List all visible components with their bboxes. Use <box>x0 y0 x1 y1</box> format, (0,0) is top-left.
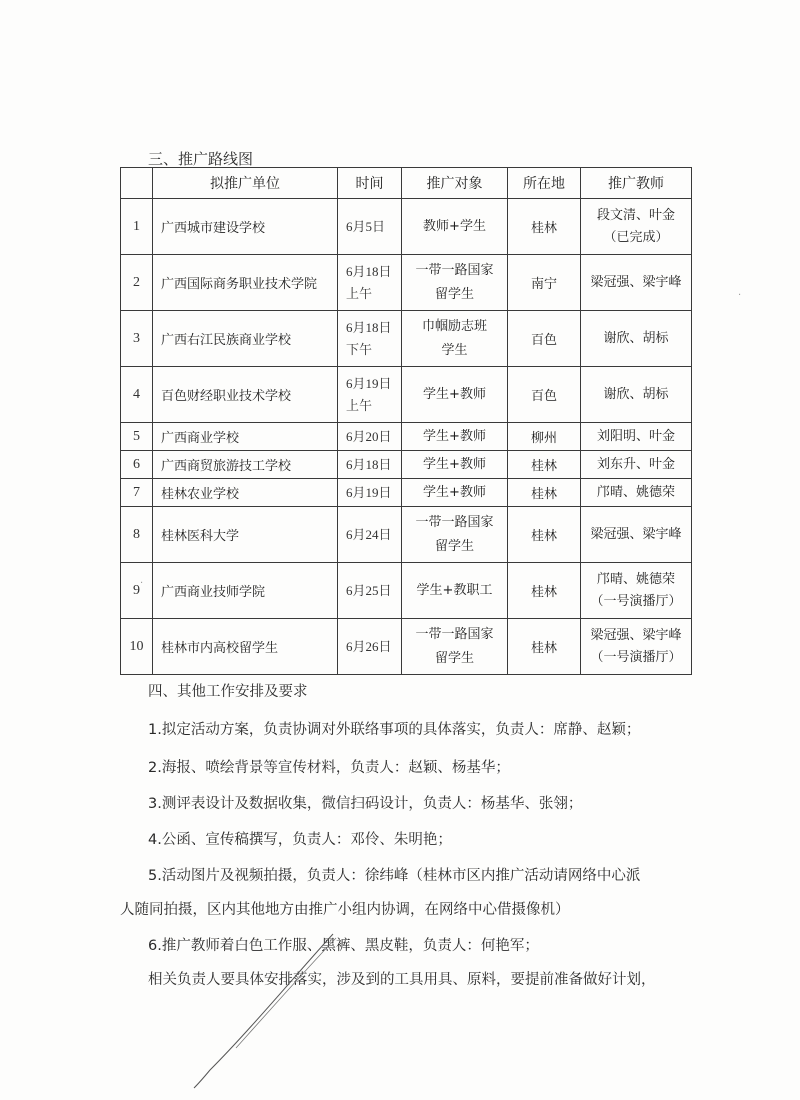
cell-target <box>402 619 508 675</box>
cell-teacher <box>581 619 692 675</box>
cell-teacher-line: 梁冠强、梁宇峰 <box>590 526 682 542</box>
cell-time <box>338 451 402 479</box>
cell-time <box>338 199 402 255</box>
cell-time <box>338 367 402 423</box>
table-row <box>121 423 692 451</box>
cell-time-line: 6月26日 <box>346 638 392 654</box>
cell-location: 桂林 <box>508 199 581 255</box>
other-heading: 四、其他工作安排及要求 <box>148 684 308 700</box>
cell-time <box>338 479 402 507</box>
cell-time <box>338 255 402 311</box>
cell-index: 7 <box>121 479 153 507</box>
cell-teacher-line: 刘阳明、叶金 <box>596 428 675 444</box>
cell-location: 桂林 <box>508 451 581 479</box>
table-row <box>121 507 692 563</box>
cell-teacher <box>581 255 692 311</box>
cell-target <box>402 451 508 479</box>
cell-teacher <box>581 451 692 479</box>
header-unit: 拟推广单位 <box>153 168 338 199</box>
cell-target-line: 学生+教师 <box>423 456 486 472</box>
cell-unit: 广西商业技师学院 <box>153 563 338 619</box>
cell-target-line: 学生+教师 <box>423 386 486 402</box>
cell-index: 3 <box>121 311 153 367</box>
cell-location: 柳州 <box>508 423 581 451</box>
cell-index: 8 <box>121 507 153 563</box>
cell-time <box>338 507 402 563</box>
header-teacher: 推广教师 <box>581 168 692 199</box>
cell-teacher-line: 谢欣、胡标 <box>603 386 669 402</box>
cell-time-line: 6月18日 <box>346 263 392 279</box>
cell-time-line: 6月18日 <box>346 319 392 335</box>
cell-target <box>402 507 508 563</box>
cell-teacher <box>581 563 692 619</box>
cell-time-line: 6月19日 <box>346 375 392 391</box>
table-row <box>121 563 692 619</box>
cell-target-line: 一带一路国家 <box>415 626 494 642</box>
cell-time-line: 上午 <box>346 285 373 301</box>
header-index <box>121 168 153 199</box>
cell-target-line: 一带一路国家 <box>415 262 494 278</box>
cell-time-line: 6月20日 <box>346 428 392 444</box>
cell-target-line: 留学生 <box>434 650 474 666</box>
cell-teacher-line: （一号演播厅） <box>590 649 682 665</box>
cell-teacher-line: （一号演播厅） <box>590 593 682 609</box>
cell-time-line: 6月25日 <box>346 582 392 598</box>
cell-time-line: 6月19日 <box>346 484 392 500</box>
cell-target <box>402 311 508 367</box>
cell-target-line: 一带一路国家 <box>415 514 494 530</box>
cell-time-line: 6月24日 <box>346 526 392 542</box>
scan-speck: · <box>738 290 742 301</box>
cell-unit: 桂林医科大学 <box>153 507 338 563</box>
cell-index: 6 <box>121 451 153 479</box>
cell-index: 1 <box>121 199 153 255</box>
cell-teacher-line: 段文清、叶金 <box>596 207 675 223</box>
cell-teacher-line: 刘东升、叶金 <box>596 456 675 472</box>
scan-speck: · <box>140 578 144 589</box>
cell-location: 南宁 <box>508 255 581 311</box>
table-row <box>121 619 692 675</box>
cell-unit: 广西右江民族商业学校 <box>153 311 338 367</box>
cell-target-line: 巾帼励志班 <box>421 318 487 334</box>
section-title: 三、推广路线图 <box>148 150 254 168</box>
cell-target <box>402 199 508 255</box>
cell-location: 桂林 <box>508 507 581 563</box>
cell-index: 2 <box>121 255 153 311</box>
cell-time <box>338 563 402 619</box>
header-target: 推广对象 <box>402 168 508 199</box>
cell-unit: 广西城市建设学校 <box>153 199 338 255</box>
cell-index: 9 <box>121 563 153 619</box>
list-item: 1.拟定活动方案，负责协调对外联络事项的具体落实，负责人：席静、赵颖； <box>148 722 641 738</box>
cell-teacher <box>581 423 692 451</box>
list-item-continuation: 人随同拍摄，区内其他地方由推广小组内协调，在网络中心借摄像机） <box>120 902 570 918</box>
cell-teacher-line: 邝晴、姚德荣 <box>596 484 675 500</box>
cell-unit: 广西国际商务职业技术学院 <box>153 255 338 311</box>
cell-unit: 广西商贸旅游技工学校 <box>153 451 338 479</box>
cell-target <box>402 563 508 619</box>
cell-unit: 广西商业学校 <box>153 423 338 451</box>
list-item: 2.海报、喷绘背景等宣传材料，负责人：赵颖、杨基华； <box>148 760 510 776</box>
cell-teacher <box>581 507 692 563</box>
cell-teacher-line: 邝晴、姚德荣 <box>596 571 675 587</box>
table-row <box>121 451 692 479</box>
cell-teacher <box>581 199 692 255</box>
cell-location: 百色 <box>508 367 581 423</box>
cell-target-line: 留学生 <box>434 538 474 554</box>
table-row <box>121 479 692 507</box>
cell-time-line: 上午 <box>346 397 373 413</box>
cell-unit: 桂林农业学校 <box>153 479 338 507</box>
cell-time-line: 6月18日 <box>346 456 392 472</box>
cell-unit: 桂林市内高校留学生 <box>153 619 338 675</box>
cell-location: 桂林 <box>508 619 581 675</box>
cell-time <box>338 311 402 367</box>
cell-teacher <box>581 479 692 507</box>
table-row <box>121 199 692 255</box>
table-header-row <box>121 168 692 199</box>
cell-target <box>402 423 508 451</box>
cell-index: 10 <box>121 619 153 675</box>
cell-teacher-line: 梁冠强、梁宇峰 <box>590 274 682 290</box>
cell-teacher <box>581 367 692 423</box>
header-location: 所在地 <box>508 168 581 199</box>
cell-index: 4 <box>121 367 153 423</box>
cell-target-line: 学生+教职工 <box>416 582 493 598</box>
cell-target-line: 学生 <box>441 342 468 358</box>
cell-teacher-line: 谢欣、胡标 <box>603 330 669 346</box>
cell-target-line: 留学生 <box>434 286 474 302</box>
route-table <box>120 167 692 675</box>
cell-target <box>402 367 508 423</box>
cell-location: 桂林 <box>508 563 581 619</box>
list-item: 4.公函、宣传稿撰写，负责人：邓伶、朱明艳； <box>148 832 452 848</box>
cell-target-line: 学生+教师 <box>423 428 486 444</box>
cell-time <box>338 423 402 451</box>
header-time: 时间 <box>338 168 402 199</box>
cell-teacher-line: （已完成） <box>603 229 669 245</box>
cell-time <box>338 619 402 675</box>
cell-location: 百色 <box>508 311 581 367</box>
list-item: 相关负责人要具体安排落实，涉及到的工具用具、原料，要提前准备做好计划， <box>148 972 656 988</box>
cell-teacher <box>581 311 692 367</box>
cell-target-line: 教师+学生 <box>423 218 486 234</box>
cell-time-line: 6月5日 <box>346 218 386 234</box>
cell-location: 桂林 <box>508 479 581 507</box>
list-item: 5.活动图片及视频拍摄，负责人：徐纬峰（桂林市区内推广活动请网络中心派 <box>148 868 641 884</box>
cell-index: 5 <box>121 423 153 451</box>
cell-time-line: 下午 <box>346 341 373 357</box>
table-row <box>121 367 692 423</box>
cell-unit: 百色财经职业技术学校 <box>153 367 338 423</box>
list-item: 3.测评表设计及数据收集，微信扫码设计，负责人：杨基华、张翎； <box>148 796 583 812</box>
cell-teacher-line: 梁冠强、梁宇峰 <box>590 627 682 643</box>
table-row <box>121 311 692 367</box>
cell-target-line: 学生+教师 <box>423 484 486 500</box>
cell-target <box>402 255 508 311</box>
table-row <box>121 255 692 311</box>
cell-target <box>402 479 508 507</box>
list-item: 6.推广教师着白色工作服、黑裤、黑皮鞋，负责人：何艳军； <box>148 938 539 954</box>
